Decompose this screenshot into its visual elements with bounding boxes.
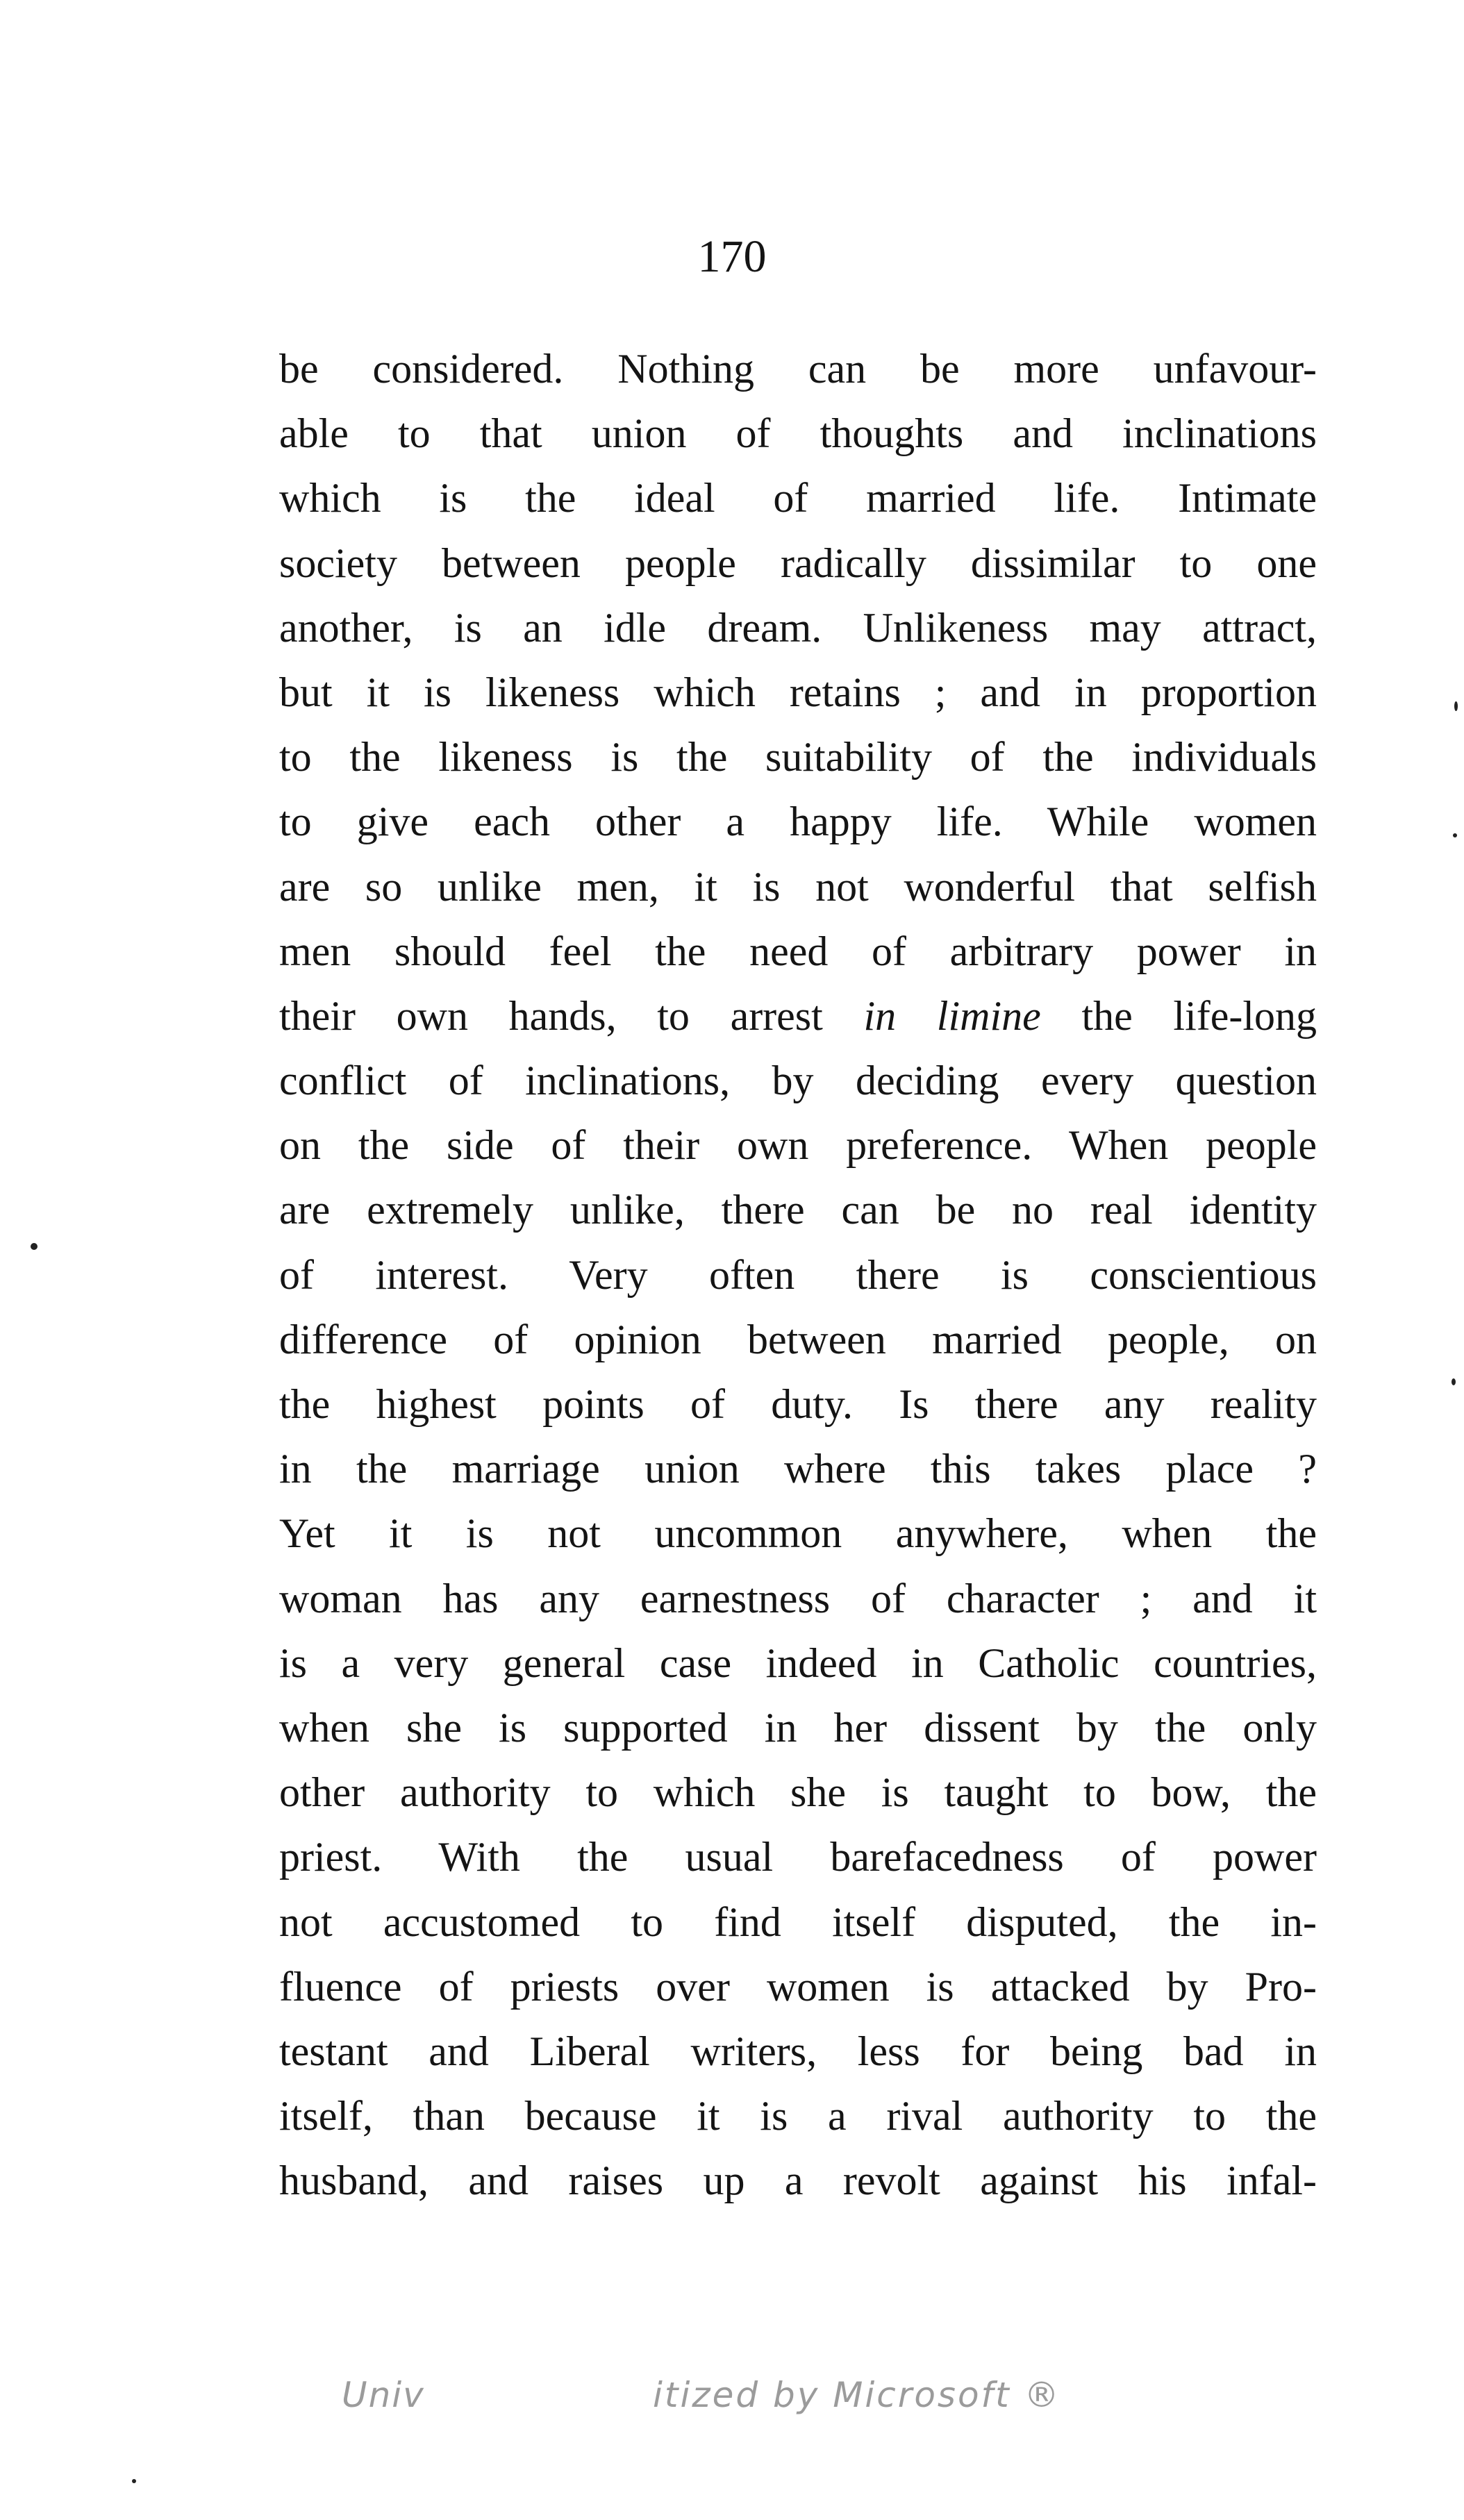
scan-watermark	[0, 2375, 1464, 2430]
text-line-11-end: the life-long	[1040, 992, 1317, 1039]
text-line-5: another, is an idle dream. Unlikeness may attract,	[279, 604, 1317, 651]
text-line-11-start: their own hands, to arrest	[279, 992, 864, 1039]
page-number: 170	[697, 231, 767, 282]
body-text	[279, 337, 1317, 2213]
scan-speck	[31, 1243, 38, 1250]
text-line-25: not accustomed to find itself disputed, the in-	[279, 1899, 1317, 1945]
text-line-3: which is the ideal of married life. Intimate	[279, 475, 1317, 521]
italic-phrase: in limine	[863, 992, 1041, 1039]
text-line-16: difference of opinion between married people, on	[279, 1316, 1317, 1362]
text-line-19: Yet it is not uncommon anywhere, when the	[279, 1510, 1317, 1557]
text-line-15: of interest. Very often there is conscientious	[279, 1251, 1317, 1298]
text-line-6: but it is likeness which retains ; and in proportion	[279, 669, 1317, 715]
text-line-8: to give each other a happy life. While women	[279, 799, 1317, 845]
text-line-7: to the likeness is the suitability of the individuals	[279, 734, 1317, 781]
text-line-2: able to that union of thoughts and inclinations	[279, 410, 1317, 457]
text-line-24: priest. With the usual barefacedness of power	[279, 1834, 1317, 1880]
text-line-20: woman has any earnestness of character ; and it	[279, 1575, 1317, 1621]
text-line-13: on the side of their own preference. When people	[279, 1122, 1317, 1169]
text-line-21: is a very general case indeed in Catholic countries,	[279, 1639, 1317, 1686]
scan-speck	[1451, 1378, 1456, 1385]
text-line-29: husband, and raises up a revolt against his infal-	[279, 2158, 1317, 2204]
text-line-14: are extremely unlike, there can be no real identity	[279, 1187, 1317, 1233]
text-line-17: the highest points of duty. Is there any reality	[279, 1381, 1317, 1427]
watermark-left: Univ	[342, 2375, 425, 2415]
text-line-12: conflict of inclinations, by deciding every question	[279, 1058, 1317, 1104]
text-line-26: fluence of priests over women is attacked by Pro-	[279, 1963, 1317, 2010]
text-line-11	[279, 984, 1317, 1049]
text-line-4: society between people radically dissimilar to one	[279, 540, 1317, 586]
text-line-10: men should feel the need of arbitrary power in	[279, 928, 1317, 974]
text-line-22: when she is supported in her dissent by the only	[279, 1704, 1317, 1751]
text-line-28: itself, than because it is a rival authority to the	[279, 2093, 1317, 2139]
scan-speck	[132, 2479, 136, 2483]
text-line-23: other authority to which she is taught to bow, the	[279, 1769, 1317, 1816]
watermark-right: itized by Microsoft ®	[653, 2375, 1061, 2415]
text-line-18: in the marriage union where this takes place ?	[279, 1446, 1317, 1492]
scan-speck	[1454, 701, 1458, 711]
text-line-27: testant and Liberal writers, less for being bad in	[279, 2028, 1317, 2074]
scan-speck	[1453, 833, 1457, 837]
text-line-9: are so unlike men, it is not wonderful that selfish	[279, 863, 1317, 910]
text-line-1: be considered. Nothing can be more unfavour-	[279, 346, 1317, 392]
